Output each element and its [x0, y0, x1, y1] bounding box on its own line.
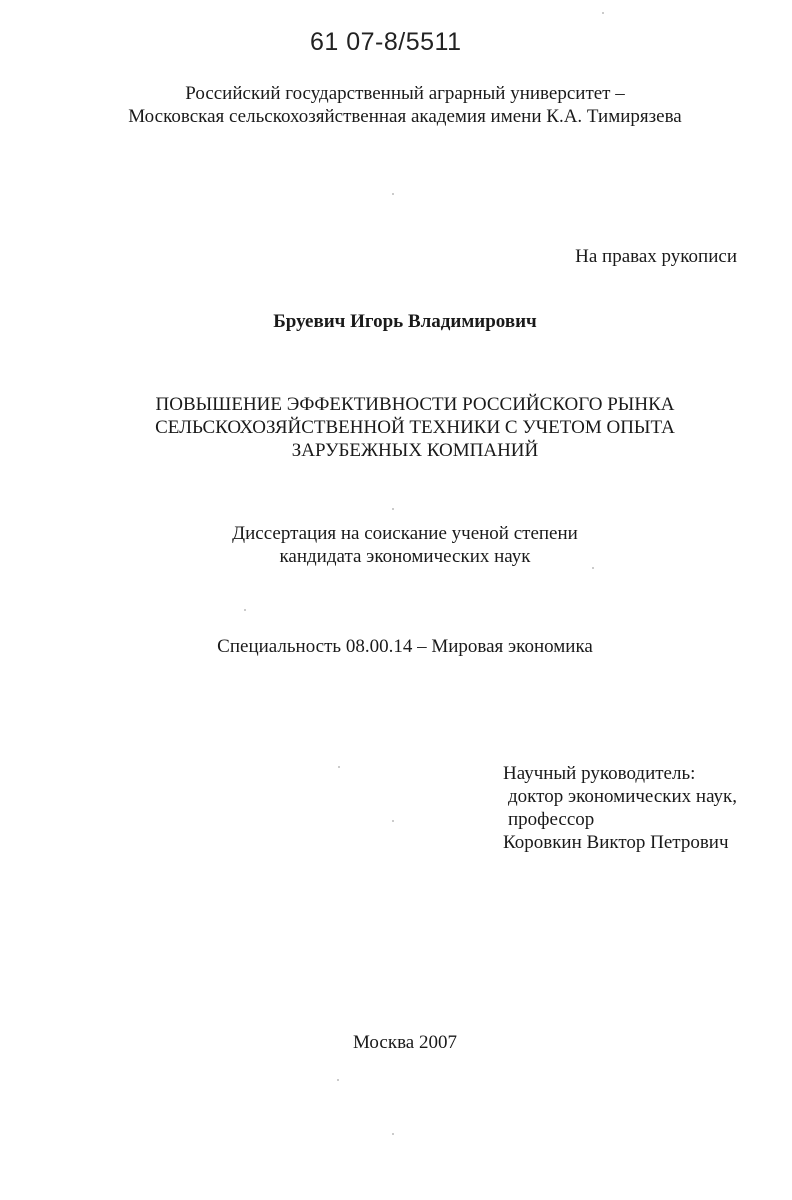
title-line-2: СЕЛЬСКОХОЗЯЙСТВЕННОЙ ТЕХНИКИ С УЧЕТОМ ОПЫТА [155, 417, 675, 438]
supervisor-rank: профессор [508, 809, 595, 830]
scan-speck [338, 766, 340, 768]
university-name [80, 82, 730, 128]
place-year: Москва 2007 [353, 1032, 457, 1053]
supervisor-degree: доктор экономических наук, [508, 786, 738, 807]
thesis-title [100, 393, 730, 462]
scan-speck [244, 609, 246, 611]
author-name: Бруевич Игорь Владимирович [273, 311, 537, 332]
manuscript-note: На правах рукописи [575, 246, 737, 267]
scan-speck [392, 820, 394, 822]
supervisor-name: Коровкин Виктор Петрович [503, 832, 729, 853]
degree-line-1: Диссертация на соискание ученой степени [232, 523, 578, 544]
supervisor-label: Научный руководитель: [503, 763, 696, 784]
title-line-3: ЗАРУБЕЖНЫХ КОМПАНИЙ [291, 440, 539, 461]
scan-speck [392, 1133, 394, 1135]
catalog-number: 61 07-8/5511 [310, 28, 462, 56]
scan-speck [602, 12, 604, 14]
degree-line-2: кандидата экономических наук [279, 546, 531, 567]
scan-speck [592, 567, 594, 569]
university-line-2: Московская сельскохозяйственная академия имени К.А. Тимирязева [128, 106, 682, 127]
specialty: Специальность 08.00.14 – Мировая экономика [217, 636, 593, 657]
degree-statement [100, 522, 710, 568]
scan-speck [392, 508, 394, 510]
scan-speck [337, 1079, 339, 1081]
supervisor-block [503, 762, 737, 854]
scan-speck [392, 193, 394, 195]
university-line-1: Российский государственный аграрный университет – [185, 83, 625, 104]
title-line-1: ПОВЫШЕНИЕ ЭФФЕКТИВНОСТИ РОССИЙСКОГО РЫНКА [155, 394, 675, 415]
